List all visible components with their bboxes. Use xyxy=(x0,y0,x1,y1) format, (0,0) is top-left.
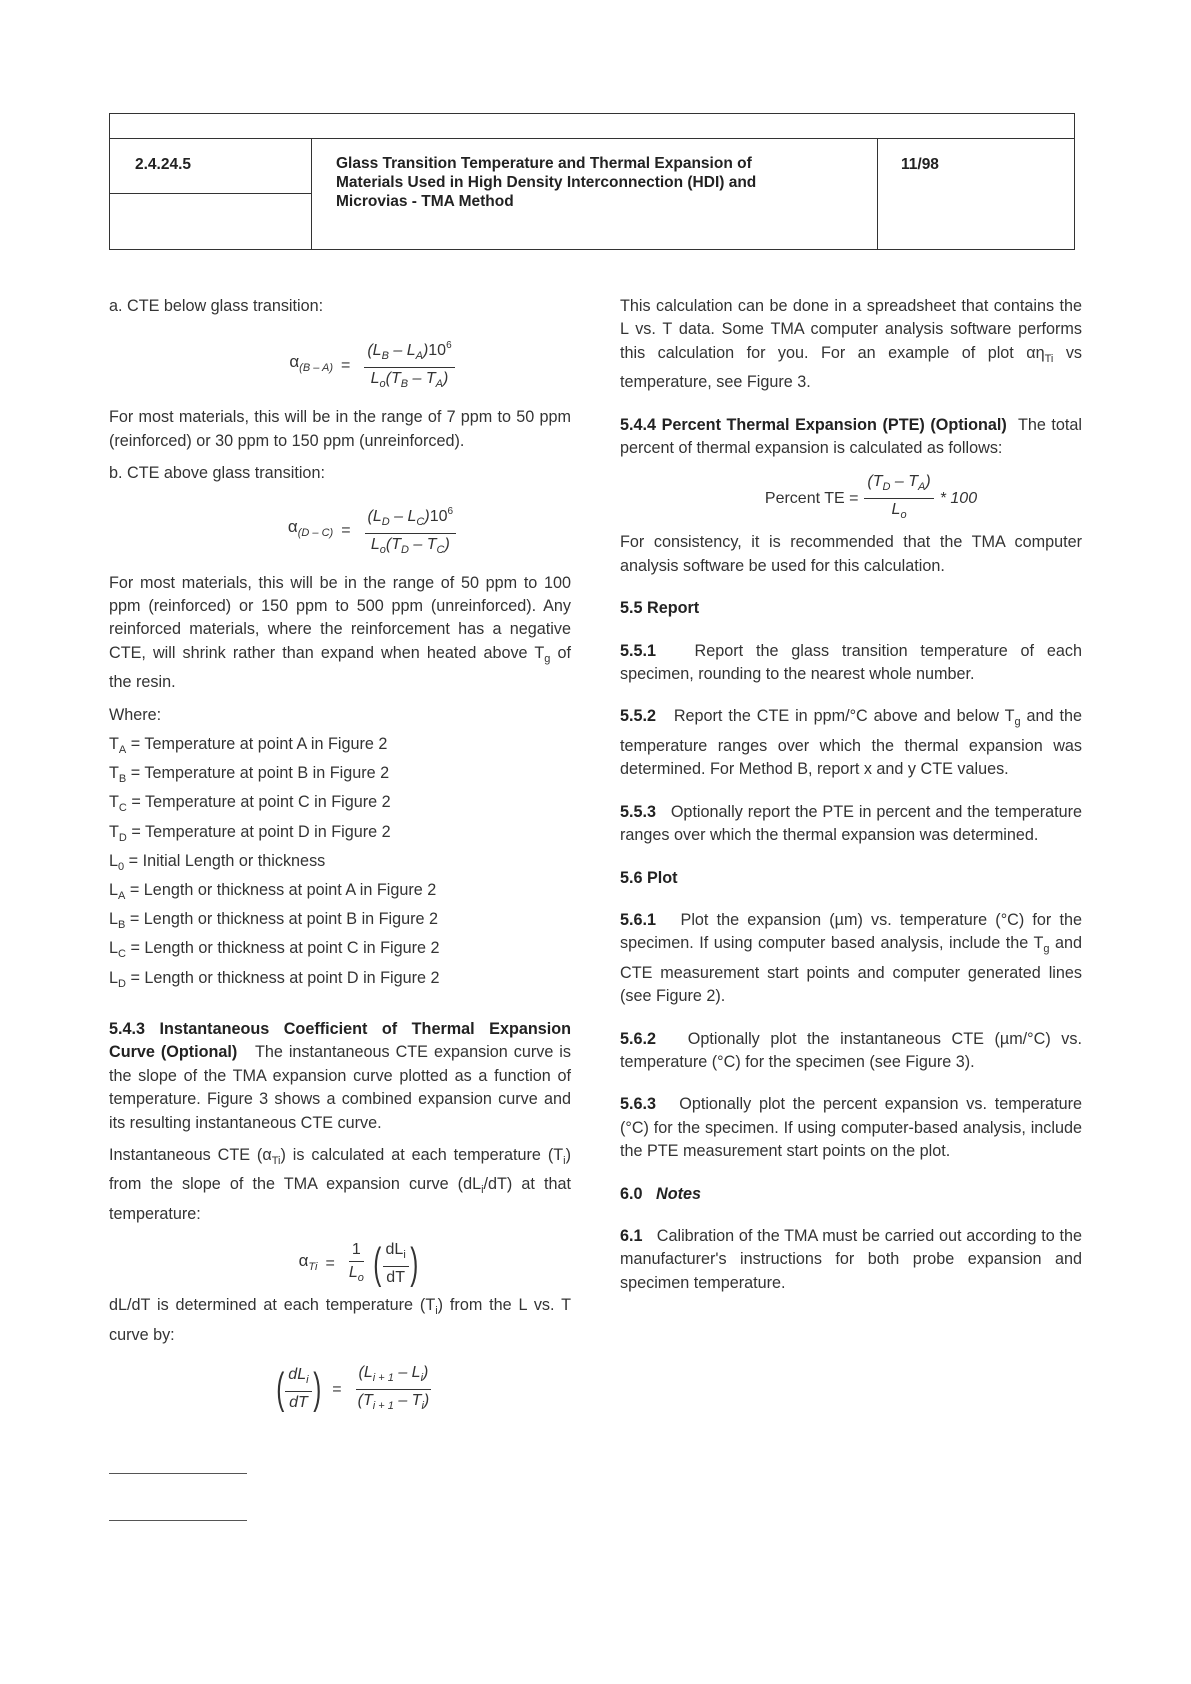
definition-item: $L_B$ = Length or thickness at point B in Figure 2 xyxy=(109,910,439,932)
cte-below-label: a. CTE below glass transition: xyxy=(109,297,324,315)
doc-revision: 11/98 xyxy=(901,156,939,173)
section-5-5-heading: 5.5 Report xyxy=(620,599,700,618)
formula-fraction: $\frac{(T_D - T_A)}{L_o}$ xyxy=(864,472,933,525)
definition-item: $T_A$ = Temperature at point A in Figure 2 xyxy=(109,735,388,757)
section-5-5-3: 5.5.3 Optionally report the PTE in percent and the temperature ranges over which the thermal expansion was determined. xyxy=(620,802,1082,845)
formula-cte-above: $\alpha_{(D - C)}$ = $\frac{(L_D - L_C)10^6}{L_o(T_D - T_C)}$ xyxy=(179,502,571,560)
formula-lhs: $\alpha_{(D - C)}$ xyxy=(287,517,334,540)
cte-below-range: For most materials, this will be in the range of 7 ppm to 50 ppm (reinforced) or 30 ppm to 150 ppm (unreinforced). xyxy=(109,408,571,450)
section-5-6-1: 5.6.1 Plot the expansion (µm) vs. temperature (°C) for the specimen. If using computer based analysis, include the $T_g$ and CTE measurement start points and computer generated lines (see Figure 2). xyxy=(620,910,1083,1006)
section-6-0-heading: 6.0 Notes xyxy=(620,1184,701,1203)
definition-item: $L_D$ = Length or thickness at point D in Figure 2 xyxy=(109,968,440,990)
footnote-rule xyxy=(109,1473,247,1474)
doc-title-line: Microvias - TMA Method xyxy=(336,193,514,210)
instantaneous-cte-paragraph: Instantaneous CTE $(\alpha_{Ti})$ is calculated at each temperature $(T_i)$ from the slope of the TMA expansion curve $(dL_i/dT)$ at that temperature: xyxy=(109,1145,571,1223)
section-5-6-heading: 5.6 Plot xyxy=(620,868,678,887)
definition-item: $L_C$ = Length or thickness at point C in Figure 2 xyxy=(109,939,440,961)
formula-percent-te: Percent TE = $\frac{(T_D - T_A)}{L_o}$ * 100 xyxy=(660,472,1082,525)
formula-fraction: $\frac{(L_{i + 1} - L_i)}{(T_{i + 1} - T_i)}$ xyxy=(356,1363,432,1416)
definition-item: $T_B$ = Temperature at point B in Figure 2 xyxy=(109,764,390,786)
cte-above-label: b. CTE above glass transition: xyxy=(109,464,325,483)
formula-numerator: $(L_D - L_C)10^6$ xyxy=(365,502,457,534)
consistency-paragraph: For consistency, it is recommended that the TMA computer analysis software be used for this calculation. xyxy=(620,533,1082,575)
section-5-4-4: 5.4.4 Percent Thermal Expansion (PTE) (Optional) The total percent of thermal expansion is calculated as follows: xyxy=(620,415,1083,458)
section-heading: 5.4.4 Percent Thermal Expansion (PTE) (Optional) xyxy=(620,415,1007,434)
formula-denominator: $L_o(T_D - T_C)$ xyxy=(370,535,450,556)
section-heading: 5.4.3 Instantaneous Coefficient of Thermal Expansion Curve (Optional) xyxy=(109,1019,571,1062)
cte-above-range: For most materials, this will be in the range of 50 ppm to 100 ppm (reinforced) or 150 ppm to 500 ppm (unreinforced). Any reinforced materials, where the reinforcement has a negative CTE, will shrink rather than expand when heated above $T_g$ of the resin. xyxy=(109,573,571,692)
section-5-6-3: 5.6.3 Optionally plot the percent expansion vs. temperature (°C) for the specimen. If using computer-based analysis, include the PTE measurement start points on the plot. xyxy=(620,1095,1082,1161)
formula-lhs: $\alpha_{Ti}$ xyxy=(298,1250,318,1273)
definition-item: $T_C$ = Temperature at point C in Figure 2 xyxy=(109,793,391,815)
section-5-4-3: 5.4.3 Instantaneous Coefficient of Thermal Expansion Curve (Optional) The instantaneous CTE expansion curve is the slope of the TMA expansion curve plotted as a function of temperature. Figure 3 shows a combined expansion curve and its resulting instantaneous CTE curve. xyxy=(109,1019,571,1132)
section-5-5-2: 5.5.2 Report the CTE in ppm/°C above and below $T_g$ and the temperature ranges over which the thermal expansion was determined. For Method B, report x and y CTE values. xyxy=(620,707,1082,779)
formula-instantaneous-cte: $\alpha_{Ti}$ = $\frac{1}{L_o}$ ( $\frac{dL_i}{dT}$ ) xyxy=(298,1239,419,1289)
section-5-5-1: 5.5.1 Report the glass transition temperature of each specimen, rounding to the nearest whole number. xyxy=(620,641,1082,684)
formula-derivative: $\frac{dL_i}{dT}$ xyxy=(285,1365,311,1413)
right-column xyxy=(620,295,1082,1295)
doc-number: 2.4.24.5 xyxy=(135,156,192,173)
formula-lhs: $\alpha_{(B - A)}$ xyxy=(289,352,333,375)
header-doc-number-cell xyxy=(110,138,312,249)
header-revision-cell xyxy=(877,138,1074,249)
doc-title-line: Glass Transition Temperature and Thermal Expansion of xyxy=(336,155,752,172)
header-cell-divider xyxy=(110,193,311,194)
where-label: Where: xyxy=(109,705,162,724)
document-header-table xyxy=(109,113,1075,250)
left-column xyxy=(109,295,571,1416)
doc-title-line: Materials Used in High Density Interconnection (HDI) and xyxy=(336,174,757,191)
definition-list xyxy=(109,733,571,996)
formula-fraction: $\frac{1}{L_o}$ xyxy=(348,1241,364,1285)
formula-derivative: $\frac{dL_i}{dT}$ xyxy=(383,1240,409,1288)
calculation-paragraph: This calculation can be done in a spreadsheet that contains the L vs. T data. Some TMA computer analysis software performs this calculation for you. For an example of plot $\alpha\eta_{Ti}$ vs temperature, see Figure 3. xyxy=(620,297,1083,392)
section-6-1: 6.1 Calibration of the TMA must be carried out according to the manufacturer's instructions for both probe expansion and specimen temperature. xyxy=(620,1226,1082,1292)
formula-cte-below: $\alpha_{(B - A)}$ = $\frac{(L_B - L_A)10^6}{L_o(T_B - T_A)}$ xyxy=(179,336,571,394)
formula-fraction xyxy=(364,336,454,394)
definition-item: $L_A$ = Length or thickness at point A in Figure 2 xyxy=(109,881,437,903)
definition-item: $L_0$ = Initial Length or thickness xyxy=(109,851,326,873)
formula-fraction xyxy=(365,502,457,560)
definition-item: $T_D$ = Temperature at point D in Figure 2 xyxy=(109,822,391,844)
footnote-rule xyxy=(109,1520,247,1521)
dldt-paragraph: dL/dT is determined at each temperature $(T_i)$ from the L vs. T curve by: xyxy=(109,1296,571,1344)
header-top-row xyxy=(110,114,1074,139)
formula-dldt: ( $\frac{dL_i}{dT}$ ) = $\frac{(L_{i + 1} - L_i)}{(T_{i + 1} - T_i)}$ xyxy=(139,1363,571,1416)
formula-numerator: $(L_B - L_A)10^6$ xyxy=(364,336,454,368)
doc-title xyxy=(336,154,856,211)
formula-denominator: $L_o(T_B - T_A)$ xyxy=(370,370,449,391)
section-5-6-2: 5.6.2 Optionally plot the instantaneous CTE (µm/°C) vs. temperature (°C) for the specimen (see Figure 3). xyxy=(620,1029,1082,1071)
